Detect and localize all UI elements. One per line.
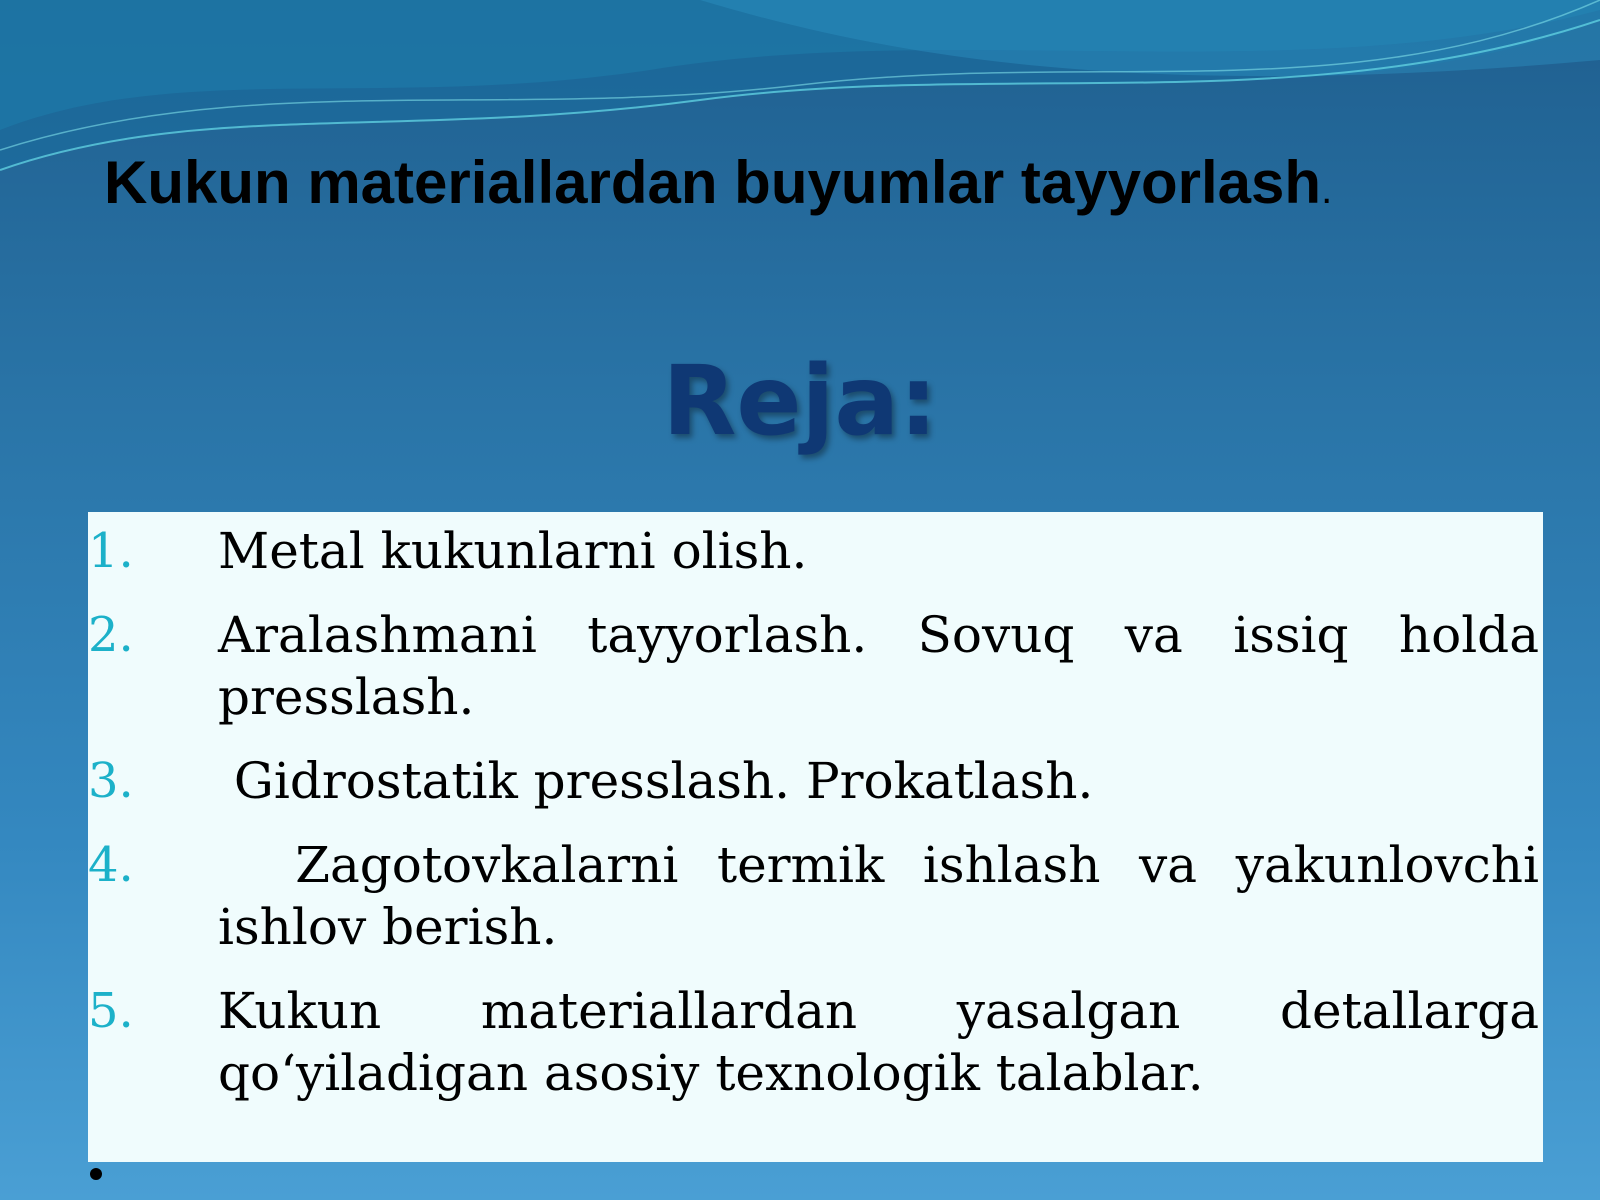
- plan-item: [88, 520, 1539, 582]
- plan-item-text: Zagotovkalarni termik ishlash va yakunlovchi ishlov berish.: [218, 836, 1539, 956]
- plan-item-number: 4.: [88, 837, 134, 893]
- plan-heading: Reja:: [662, 345, 938, 457]
- plan-item-text: Gidrostatik presslash. Prokatlash.: [218, 752, 1094, 810]
- plan-item: [88, 750, 1539, 812]
- plan-item-number: 3.: [88, 753, 134, 809]
- plan-item: [88, 980, 1539, 1104]
- slide-title: Kukun materiallardan buyumlar tayyorlash.: [104, 149, 1333, 216]
- plan-item-text: Kukun materiallardan yasalgan detallarga qo‘yiladigan asosiy texnologik talablar.: [218, 982, 1539, 1102]
- empty-bullet-dot: [90, 1168, 102, 1180]
- plan-item: [88, 834, 1539, 958]
- plan-item-text: Metal kukunlarni olish.: [218, 522, 808, 580]
- plan-item-number: 2.: [88, 607, 134, 663]
- plan-item-number: 5.: [88, 983, 134, 1039]
- plan-item: [88, 604, 1539, 728]
- plan-item-number: 1.: [88, 523, 134, 579]
- plan-list: [88, 512, 1543, 1162]
- plan-item-text: Aralashmani tayyorlash. Sovuq va issiq holda presslash.: [218, 606, 1539, 726]
